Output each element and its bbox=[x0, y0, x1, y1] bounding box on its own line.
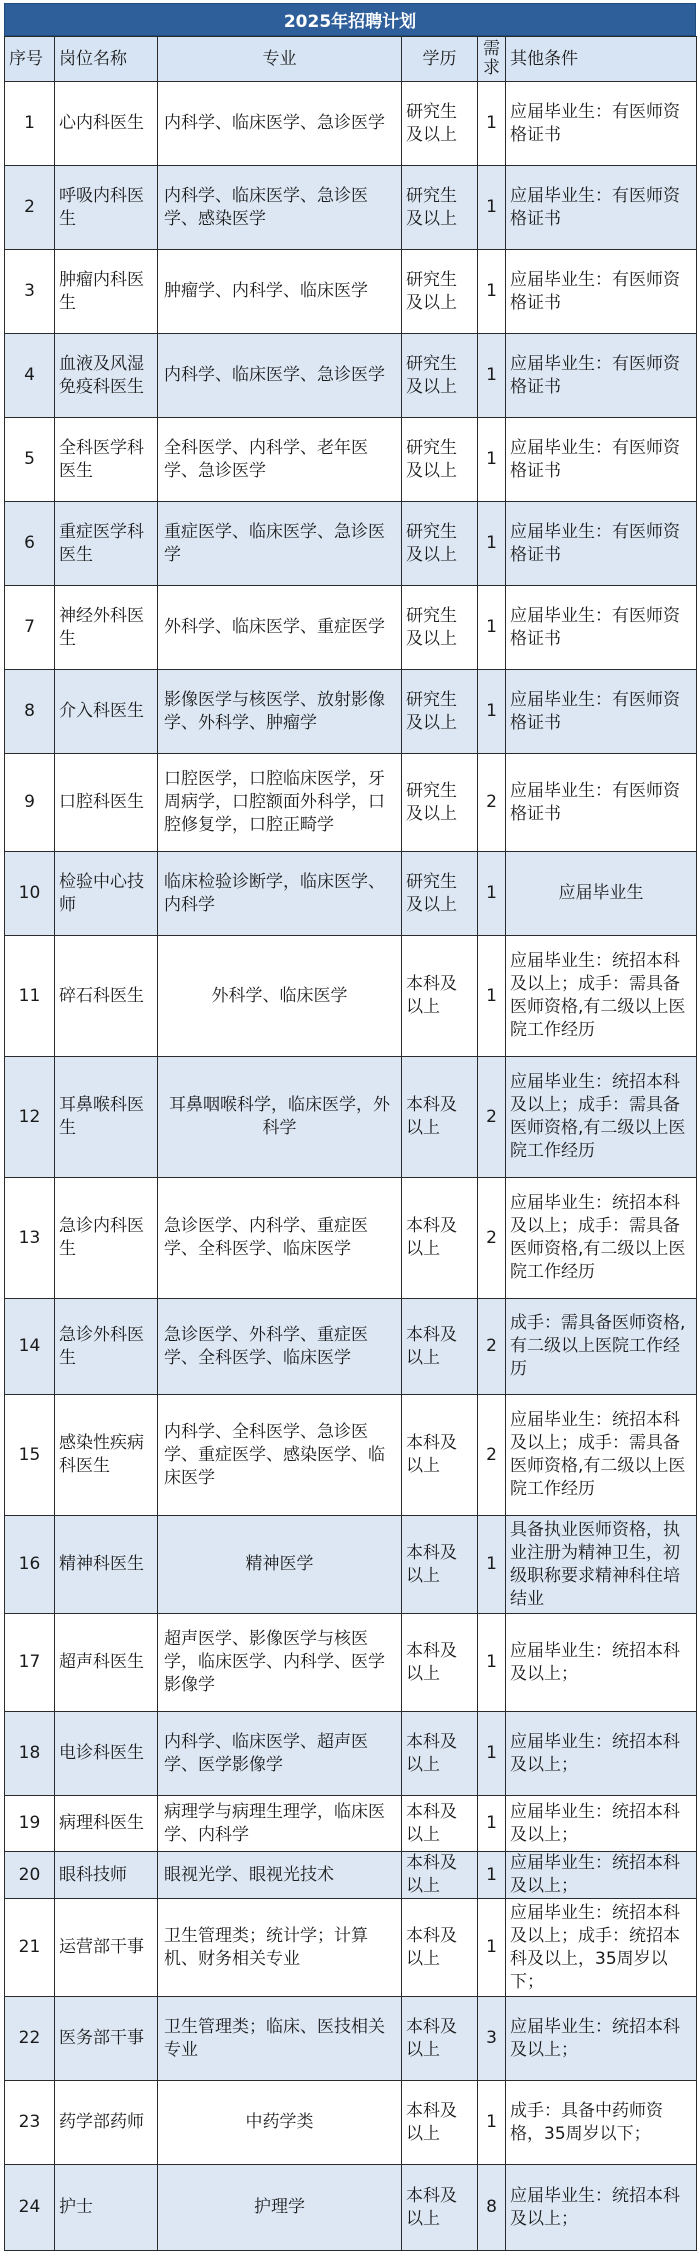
table-row bbox=[5, 852, 697, 936]
table-row bbox=[5, 936, 697, 1057]
table-row bbox=[5, 502, 697, 586]
table-row bbox=[5, 1997, 697, 2081]
cell-major: 内科学、临床医学、急诊医学、感染医学 bbox=[158, 166, 402, 250]
cell-other: 应届毕业生 bbox=[506, 852, 697, 936]
header-other: 其他条件 bbox=[506, 37, 697, 82]
recruitment-plan-document bbox=[4, 3, 696, 2251]
table-row bbox=[5, 754, 697, 852]
table-row bbox=[5, 166, 697, 250]
cell-education: 研究生及以上 bbox=[402, 166, 478, 250]
cell-required: 2 bbox=[478, 754, 506, 852]
table-row bbox=[5, 1057, 697, 1178]
cell-other: 应届毕业生：有医师资格证书 bbox=[506, 754, 697, 852]
cell-major: 临床检验诊断学，临床医学、内科学 bbox=[158, 852, 402, 936]
table-row bbox=[5, 82, 697, 166]
cell-position: 神经外科医生 bbox=[55, 586, 158, 670]
cell-education: 本科及以上 bbox=[402, 1852, 478, 1899]
cell-education: 研究生及以上 bbox=[402, 852, 478, 936]
cell-required: 1 bbox=[478, 1516, 506, 1614]
cell-other: 成手：具备中药师资格，35周岁以下； bbox=[506, 2081, 697, 2165]
cell-education: 本科及以上 bbox=[402, 1712, 478, 1796]
cell-no: 13 bbox=[5, 1178, 55, 1299]
cell-no: 4 bbox=[5, 334, 55, 418]
cell-no: 7 bbox=[5, 586, 55, 670]
cell-major: 肿瘤学、内科学、临床医学 bbox=[158, 250, 402, 334]
cell-position: 眼科技师 bbox=[55, 1852, 158, 1899]
cell-no: 17 bbox=[5, 1614, 55, 1712]
cell-required: 1 bbox=[478, 502, 506, 586]
table-title: 2025年招聘计划 bbox=[4, 3, 696, 36]
cell-required: 2 bbox=[478, 1299, 506, 1395]
cell-major: 病理学与病理生理学，临床医学、内科学 bbox=[158, 1796, 402, 1852]
cell-position: 心内科医生 bbox=[55, 82, 158, 166]
table-row bbox=[5, 1852, 697, 1899]
cell-major: 中药学类 bbox=[158, 2081, 402, 2165]
cell-major: 影像医学与核医学、放射影像学、外科学、肿瘤学 bbox=[158, 670, 402, 754]
cell-education: 本科及以上 bbox=[402, 1796, 478, 1852]
table-row bbox=[5, 1796, 697, 1852]
cell-education: 本科及以上 bbox=[402, 1057, 478, 1178]
cell-other: 应届毕业生：有医师资格证书 bbox=[506, 502, 697, 586]
cell-required: 1 bbox=[478, 1796, 506, 1852]
cell-education: 研究生及以上 bbox=[402, 250, 478, 334]
cell-other: 应届毕业生：统招本科及以上； bbox=[506, 1997, 697, 2081]
cell-education: 本科及以上 bbox=[402, 1516, 478, 1614]
cell-required: 8 bbox=[478, 2165, 506, 2251]
cell-no: 18 bbox=[5, 1712, 55, 1796]
cell-no: 1 bbox=[5, 82, 55, 166]
cell-required: 1 bbox=[478, 166, 506, 250]
cell-no: 16 bbox=[5, 1516, 55, 1614]
cell-required: 1 bbox=[478, 250, 506, 334]
cell-major: 外科学、临床医学、重症医学 bbox=[158, 586, 402, 670]
cell-required: 1 bbox=[478, 586, 506, 670]
cell-no: 21 bbox=[5, 1899, 55, 1997]
cell-other: 应届毕业生：有医师资格证书 bbox=[506, 586, 697, 670]
cell-required: 1 bbox=[478, 670, 506, 754]
cell-major: 护理学 bbox=[158, 2165, 402, 2251]
table-row bbox=[5, 334, 697, 418]
cell-no: 9 bbox=[5, 754, 55, 852]
cell-other: 应届毕业生：有医师资格证书 bbox=[506, 166, 697, 250]
cell-no: 19 bbox=[5, 1796, 55, 1852]
cell-required: 1 bbox=[478, 852, 506, 936]
cell-no: 8 bbox=[5, 670, 55, 754]
cell-no: 3 bbox=[5, 250, 55, 334]
cell-education: 本科及以上 bbox=[402, 1899, 478, 1997]
cell-other: 应届毕业生：统招本科及以上； bbox=[506, 1852, 697, 1899]
cell-position: 碎石科医生 bbox=[55, 936, 158, 1057]
cell-major: 超声医学、影像医学与核医学，临床医学、内科学、医学影像学 bbox=[158, 1614, 402, 1712]
cell-position: 重症医学科医生 bbox=[55, 502, 158, 586]
cell-other: 应届毕业生：有医师资格证书 bbox=[506, 670, 697, 754]
table-row bbox=[5, 670, 697, 754]
recruitment-table bbox=[4, 36, 697, 2251]
cell-major: 外科学、临床医学 bbox=[158, 936, 402, 1057]
cell-position: 医务部干事 bbox=[55, 1997, 158, 2081]
cell-required: 1 bbox=[478, 1899, 506, 1997]
cell-education: 本科及以上 bbox=[402, 2081, 478, 2165]
table-row bbox=[5, 1178, 697, 1299]
cell-other: 应届毕业生：统招本科及以上；成手：需具备医师资格,有二级以上医院工作经历 bbox=[506, 936, 697, 1057]
table-header-row bbox=[5, 37, 697, 82]
header-no: 序号 bbox=[5, 37, 55, 82]
cell-education: 研究生及以上 bbox=[402, 82, 478, 166]
cell-position: 药学部药师 bbox=[55, 2081, 158, 2165]
table-row bbox=[5, 2165, 697, 2251]
cell-required: 1 bbox=[478, 418, 506, 502]
cell-other: 应届毕业生：有医师资格证书 bbox=[506, 250, 697, 334]
cell-other: 应届毕业生：统招本科及以上； bbox=[506, 1796, 697, 1852]
cell-no: 5 bbox=[5, 418, 55, 502]
cell-required: 3 bbox=[478, 1997, 506, 2081]
cell-position: 精神科医生 bbox=[55, 1516, 158, 1614]
cell-education: 研究生及以上 bbox=[402, 670, 478, 754]
cell-education: 研究生及以上 bbox=[402, 334, 478, 418]
cell-position: 介入科医生 bbox=[55, 670, 158, 754]
cell-no: 10 bbox=[5, 852, 55, 936]
cell-major: 急诊医学、外科学、重症医学、全科医学、临床医学 bbox=[158, 1299, 402, 1395]
cell-major: 内科学、全科医学、急诊医学、重症医学、感染医学、临床医学 bbox=[158, 1395, 402, 1516]
table-row bbox=[5, 418, 697, 502]
cell-other: 成手：需具备医师资格,有二级以上医院工作经历 bbox=[506, 1299, 697, 1395]
cell-position: 超声科医生 bbox=[55, 1614, 158, 1712]
table-row bbox=[5, 1516, 697, 1614]
cell-position: 电诊科医生 bbox=[55, 1712, 158, 1796]
cell-position: 急诊外科医生 bbox=[55, 1299, 158, 1395]
cell-other: 应届毕业生：统招本科及以上；成手：需具备医师资格,有二级以上医院工作经历 bbox=[506, 1395, 697, 1516]
cell-no: 20 bbox=[5, 1852, 55, 1899]
cell-education: 本科及以上 bbox=[402, 1614, 478, 1712]
cell-required: 1 bbox=[478, 1852, 506, 1899]
cell-no: 14 bbox=[5, 1299, 55, 1395]
cell-other: 应届毕业生：统招本科及以上； bbox=[506, 1614, 697, 1712]
cell-other: 具备执业医师资格，执业注册为精神卫生，初级职称要求精神科住培结业 bbox=[506, 1516, 697, 1614]
cell-major: 口腔医学，口腔临床医学，牙周病学，口腔额面外科学，口腔修复学，口腔正畸学 bbox=[158, 754, 402, 852]
table-row bbox=[5, 1614, 697, 1712]
cell-education: 研究生及以上 bbox=[402, 418, 478, 502]
cell-position: 病理科医生 bbox=[55, 1796, 158, 1852]
cell-position: 耳鼻喉科医生 bbox=[55, 1057, 158, 1178]
cell-no: 24 bbox=[5, 2165, 55, 2251]
header-major: 专业 bbox=[158, 37, 402, 82]
cell-required: 2 bbox=[478, 1178, 506, 1299]
cell-position: 感染性疾病科医生 bbox=[55, 1395, 158, 1516]
cell-education: 本科及以上 bbox=[402, 1299, 478, 1395]
cell-major: 急诊医学、内科学、重症医学、全科医学、临床医学 bbox=[158, 1178, 402, 1299]
cell-education: 本科及以上 bbox=[402, 2165, 478, 2251]
cell-major: 内科学、临床医学、急诊医学 bbox=[158, 334, 402, 418]
cell-education: 研究生及以上 bbox=[402, 754, 478, 852]
table-row bbox=[5, 250, 697, 334]
cell-major: 卫生管理类；统计学；计算机、财务相关专业 bbox=[158, 1899, 402, 1997]
cell-position: 急诊内科医生 bbox=[55, 1178, 158, 1299]
cell-major: 内科学、临床医学、超声医学、医学影像学 bbox=[158, 1712, 402, 1796]
cell-other: 应届毕业生：统招本科及以上； bbox=[506, 1712, 697, 1796]
cell-education: 本科及以上 bbox=[402, 1395, 478, 1516]
cell-other: 应届毕业生：统招本科及以上； bbox=[506, 2165, 697, 2251]
cell-major: 卫生管理类；临床、医技相关专业 bbox=[158, 1997, 402, 2081]
cell-position: 检验中心技师 bbox=[55, 852, 158, 936]
table-row bbox=[5, 586, 697, 670]
cell-required: 1 bbox=[478, 82, 506, 166]
cell-position: 护士 bbox=[55, 2165, 158, 2251]
cell-major: 重症医学、临床医学、急诊医学 bbox=[158, 502, 402, 586]
cell-no: 11 bbox=[5, 936, 55, 1057]
cell-other: 应届毕业生：统招本科及以上；成手：需具备医师资格,有二级以上医院工作经历 bbox=[506, 1178, 697, 1299]
cell-no: 2 bbox=[5, 166, 55, 250]
cell-other: 应届毕业生：有医师资格证书 bbox=[506, 418, 697, 502]
cell-major: 眼视光学、眼视光技术 bbox=[158, 1852, 402, 1899]
table-row bbox=[5, 1899, 697, 1997]
cell-no: 23 bbox=[5, 2081, 55, 2165]
table-row bbox=[5, 1712, 697, 1796]
cell-education: 本科及以上 bbox=[402, 1178, 478, 1299]
cell-position: 运营部干事 bbox=[55, 1899, 158, 1997]
cell-required: 2 bbox=[478, 1057, 506, 1178]
cell-major: 全科医学、内科学、老年医学、急诊医学 bbox=[158, 418, 402, 502]
header-position: 岗位名称 bbox=[55, 37, 158, 82]
cell-position: 呼吸内科医生 bbox=[55, 166, 158, 250]
cell-required: 1 bbox=[478, 1712, 506, 1796]
cell-no: 22 bbox=[5, 1997, 55, 2081]
cell-education: 研究生及以上 bbox=[402, 502, 478, 586]
cell-position: 肿瘤内科医生 bbox=[55, 250, 158, 334]
cell-required: 1 bbox=[478, 936, 506, 1057]
cell-required: 1 bbox=[478, 334, 506, 418]
table-row bbox=[5, 1299, 697, 1395]
cell-education: 本科及以上 bbox=[402, 1997, 478, 2081]
cell-education: 本科及以上 bbox=[402, 936, 478, 1057]
cell-other: 应届毕业生：统招本科及以上；成手：统招本科及以上，35周岁以下； bbox=[506, 1899, 697, 1997]
cell-major: 耳鼻咽喉科学，临床医学，外科学 bbox=[158, 1057, 402, 1178]
cell-required: 1 bbox=[478, 2081, 506, 2165]
cell-other: 应届毕业生：有医师资格证书 bbox=[506, 334, 697, 418]
cell-no: 6 bbox=[5, 502, 55, 586]
cell-other: 应届毕业生：统招本科及以上；成手：需具备医师资格,有二级以上医院工作经历 bbox=[506, 1057, 697, 1178]
cell-required: 2 bbox=[478, 1395, 506, 1516]
header-education: 学历 bbox=[402, 37, 478, 82]
cell-education: 研究生及以上 bbox=[402, 586, 478, 670]
cell-no: 15 bbox=[5, 1395, 55, 1516]
header-required: 需求 bbox=[478, 37, 506, 82]
cell-required: 1 bbox=[478, 1614, 506, 1712]
cell-position: 口腔科医生 bbox=[55, 754, 158, 852]
table-row bbox=[5, 1395, 697, 1516]
table-row bbox=[5, 2081, 697, 2165]
cell-major: 精神医学 bbox=[158, 1516, 402, 1614]
cell-position: 血液及风湿免疫科医生 bbox=[55, 334, 158, 418]
cell-other: 应届毕业生：有医师资格证书 bbox=[506, 82, 697, 166]
cell-position: 全科医学科医生 bbox=[55, 418, 158, 502]
cell-major: 内科学、临床医学、急诊医学 bbox=[158, 82, 402, 166]
cell-no: 12 bbox=[5, 1057, 55, 1178]
